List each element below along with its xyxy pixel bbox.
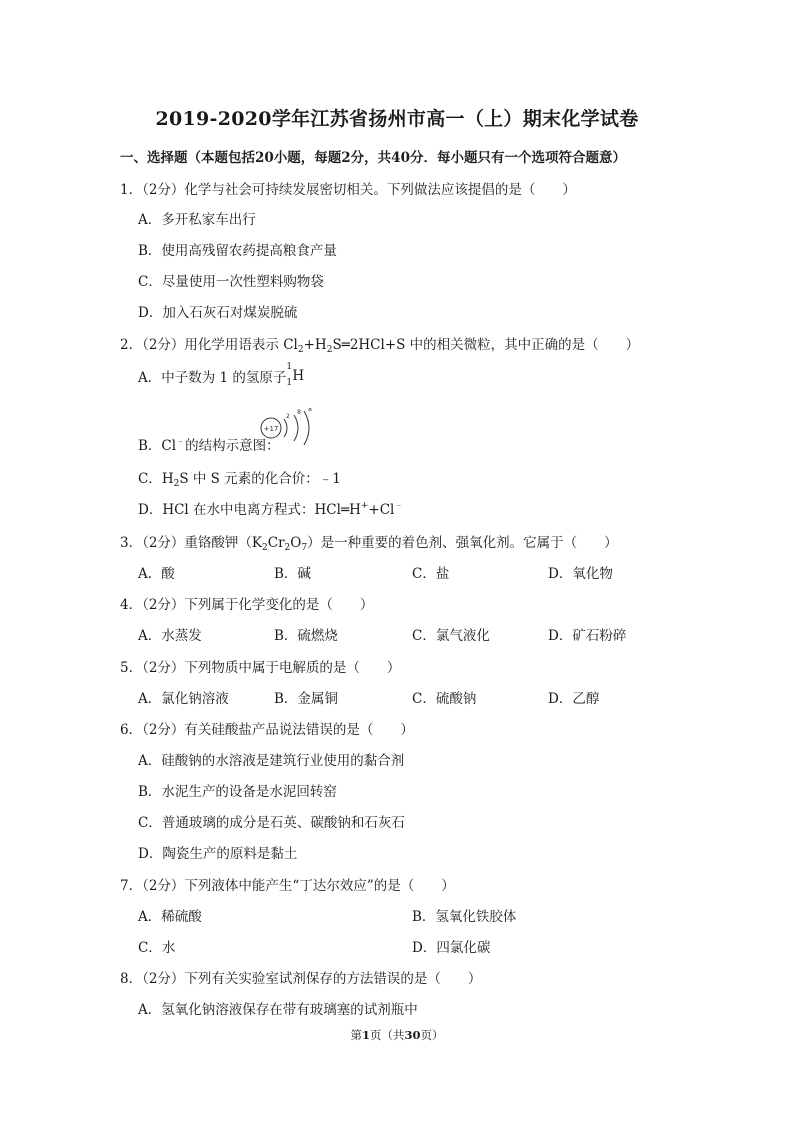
- question-2-option-a: A．中子数为 1 的氢原子 1 1 H: [138, 362, 305, 388]
- question-5-option-d: D．乙醇: [548, 691, 600, 707]
- shell-1-count: 2: [286, 413, 290, 420]
- question-1-option-c: C．尽量使用一次性塑料购物袋: [138, 274, 324, 290]
- question-2-option-c: C．$H_2S$ 中 S 元素的化合价：﹣1: [138, 471, 341, 489]
- exam-title: 2019-2020学年江苏省扬州市高一（上）期末化学试卷: [155, 108, 639, 130]
- nuclide-symbol: 1 1 H: [286, 362, 305, 388]
- question-3-option-b: B．碱: [274, 566, 311, 582]
- question-5-option-c: C．硫酸钠: [412, 691, 477, 707]
- question-3-stem: 3．（2分）重铬酸钾$(K_2Cr_2O_7)$是一种重要的着色剂、强氧化剂。它属于（ ）: [120, 535, 618, 553]
- question-2-option-b: B．Cl﹣的结构示意图：: [138, 437, 280, 454]
- question-6-option-d: D．陶瓷生产的原料是黏土: [138, 846, 298, 862]
- question-7-option-b: B．氢氧化铁胶体: [412, 909, 517, 925]
- question-1-option-b: B．使用高残留农药提高粮食产量: [138, 243, 337, 259]
- question-6-option-a: A．硅酸钠的水溶液是建筑行业使用的黏合剂: [138, 753, 405, 769]
- nucleus-label: +17: [263, 425, 279, 433]
- section-heading: 一、选择题（本题包括20小题，每题2分，共40分．每小题只有一个选项符合题意）: [120, 150, 626, 166]
- question-5-stem: 5．（2分）下列物质中属于电解质的是（ ）: [120, 660, 401, 676]
- question-2-option-d: D．HCl 在水中电离方程式：HCl═H++Cl﹣: [138, 501, 404, 518]
- question-6-option-c: C．普通玻璃的成分是石英、碳酸钠和石灰石: [138, 815, 405, 831]
- question-1-stem: 1．（2分）化学与社会可持续发展密切相关。下列做法应该提倡的是（ ）: [120, 182, 576, 198]
- question-3-option-c: C．盐: [412, 566, 450, 582]
- question-3-option-d: D．氧化物: [548, 566, 613, 582]
- question-6-stem: 6．（2分）有关硅酸盐产品说法错误的是（ ）: [120, 722, 414, 738]
- question-8-option-a: A．氢氧化钠溶液保存在带有玻璃塞的试剂瓶中: [138, 1002, 418, 1018]
- question-5-option-b: B．金属铜: [274, 691, 338, 707]
- page-footer: 第1页（共30页）: [350, 1028, 444, 1042]
- shell-3-count: 8: [308, 408, 312, 413]
- question-4-option-d: D．矿石粉碎: [548, 628, 627, 644]
- question-7-option-d: D．四氯化碳: [412, 940, 491, 956]
- question-4-stem: 4．（2分）下列属于化学变化的是（ ）: [120, 597, 374, 613]
- question-5-option-a: A．氯化钠溶液: [138, 691, 229, 707]
- question-4-option-a: A．水蒸发: [138, 628, 202, 644]
- question-1-option-a: A．多开私家车出行: [138, 212, 256, 228]
- question-4-option-c: C．氯气液化: [412, 628, 490, 644]
- question-6-option-b: B．水泥生产的设备是水泥回转窑: [138, 784, 337, 800]
- question-1-option-d: D．加入石灰石对煤炭脱硫: [138, 305, 298, 321]
- shell-2-count: 8: [297, 409, 301, 416]
- question-2-stem: 2．（2分）用化学用语表示 $Cl_2+H_2S═2HCl+S$ 中的相关微粒，其中正确的是（ ）: [120, 337, 640, 355]
- question-3-option-a: A．酸: [138, 566, 175, 582]
- question-4-option-b: B．硫燃烧: [274, 628, 338, 644]
- question-8-stem: 8．（2分）下列有关实验室试剂保存的方法错误的是（ ）: [120, 971, 482, 987]
- question-7-option-c: C．水: [138, 940, 176, 956]
- question-7-stem: 7．（2分）下列液体中能产生“丁达尔效应”的是（ ）: [120, 878, 455, 894]
- question-7-option-a: A．稀硫酸: [138, 909, 202, 925]
